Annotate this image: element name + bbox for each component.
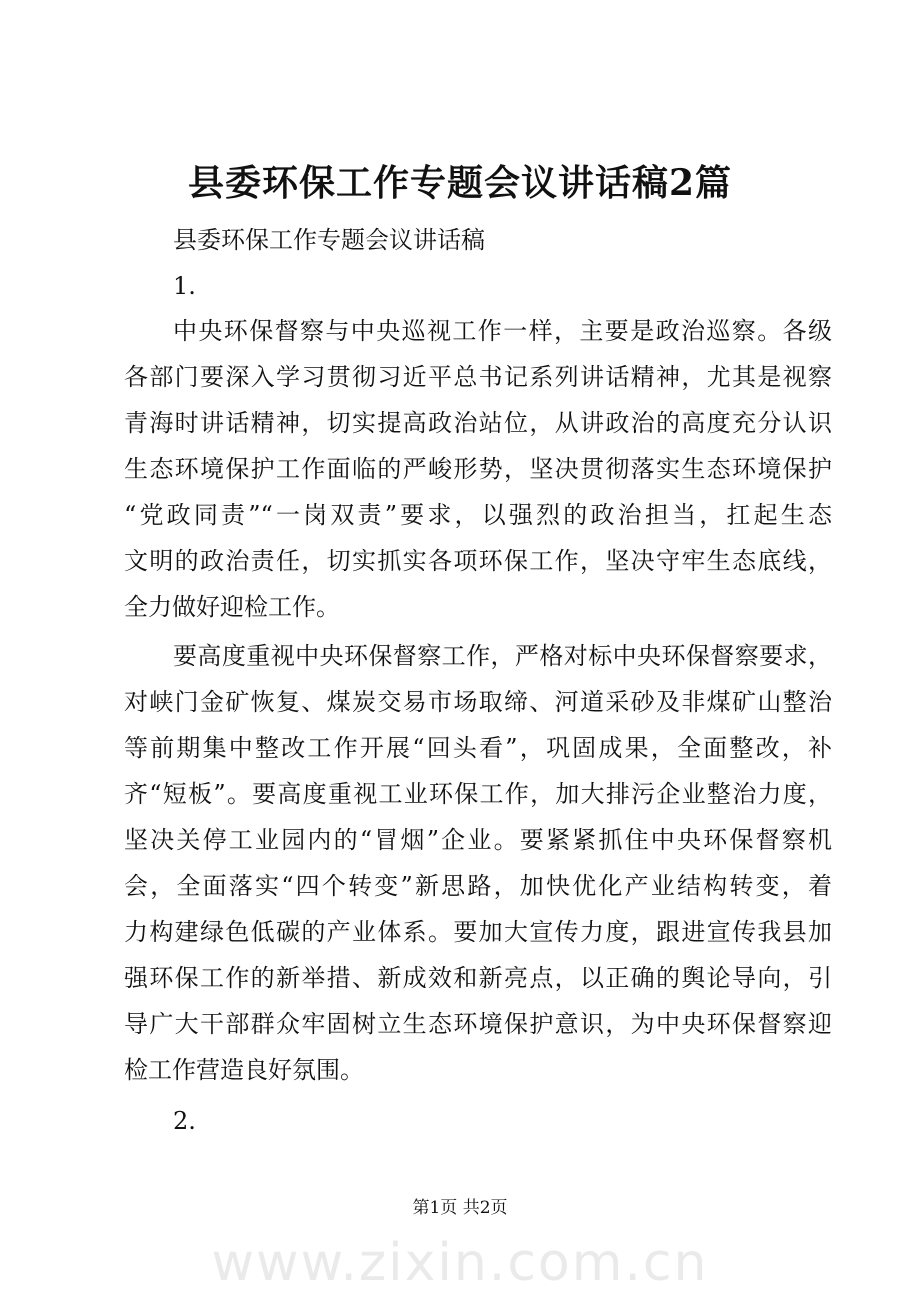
section-number-2: 2.: [173, 1107, 196, 1135]
paragraph-line: 文明的政治责任，切实抓实各项环保工作，坚决守牢生态底线，: [124, 547, 832, 575]
paragraph-line: “党政同责”“一岗双责”要求，以强烈的政治担当，扛起生态: [124, 501, 832, 529]
paragraph-line: 对峡门金矿恢复、煤炭交易市场取缔、河道采砂及非煤矿山整治: [124, 688, 832, 716]
paragraph-line: 齐“短板”。要高度重视工业环保工作，加大排污企业整治力度，: [124, 780, 832, 808]
paragraph-line: 中央环保督察与中央巡视工作一样，主要是政治巡察。各级: [173, 317, 832, 345]
section-number-1: 1.: [173, 272, 196, 300]
paragraph-line: 强环保工作的新举措、新成效和新亮点，以正确的舆论导向，引: [124, 964, 832, 992]
paragraph-line: 检工作营造良好氛围。: [124, 1056, 364, 1084]
paragraph-line: 各部门要深入学习贯彻习近平总书记系列讲话精神，尤其是视察: [124, 363, 832, 391]
page-footer: 第1页 共2页: [412, 1198, 508, 1218]
paragraph-line: 要高度重视中央环保督察工作，严格对标中央环保督察要求，: [173, 642, 832, 670]
paragraph-line: 青海时讲话精神，切实提高政治站位，从讲政治的高度充分认识: [124, 409, 832, 437]
paragraph-line: 力构建绿色低碳的产业体系。要加大宣传力度，跟进宣传我县加: [124, 918, 832, 946]
document-subtitle: 县委环保工作专题会议讲话稿: [173, 226, 485, 254]
paragraph-line: 导广大干部群众牢固树立生态环境保护意识，为中央环保督察迎: [124, 1010, 832, 1038]
document-title: 县委环保工作专题会议讲话稿2篇: [187, 162, 733, 204]
paragraph-line: 全力做好迎检工作。: [124, 593, 340, 621]
watermark: www.zixin.com.cn: [211, 1233, 709, 1293]
paragraph-line: 等前期集中整改工作开展“回头看”，巩固成果，全面整改，补: [124, 734, 832, 762]
paragraph-line: 会，全面落实“四个转变”新思路，加快优化产业结构转变，着: [124, 872, 832, 900]
paragraph-line: 生态环境保护工作面临的严峻形势，坚决贯彻落实生态环境保护: [124, 455, 832, 483]
paragraph-line: 坚决关停工业园内的“冒烟”企业。要紧紧抓住中央环保督察机: [124, 826, 832, 854]
